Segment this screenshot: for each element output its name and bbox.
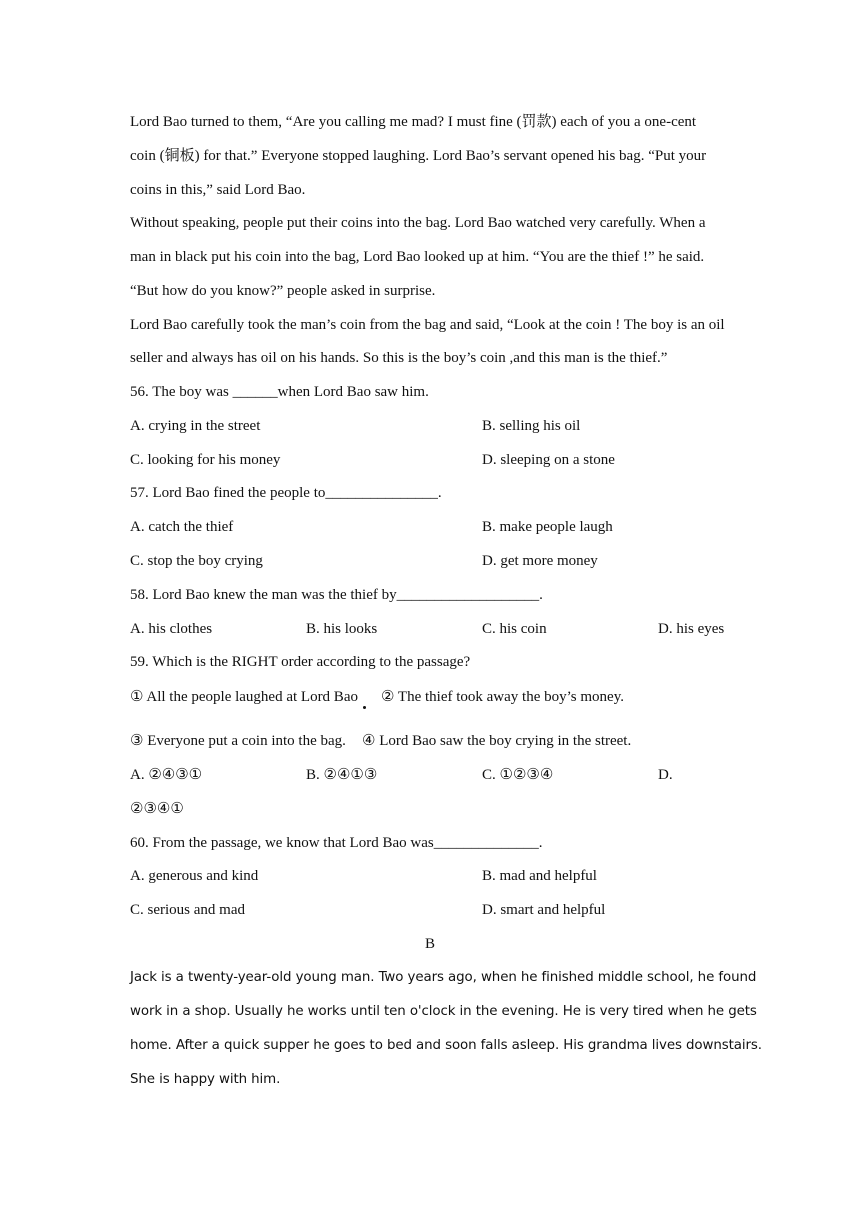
question-58-stem: 58. Lord Bao knew the man was the thief by___________________. [130,587,543,603]
question-56-option-d: D. sleeping on a stone [482,452,615,468]
question-60-option-a: A. generous and kind [130,868,259,884]
question-57-option-a: A. catch the thief [130,519,234,535]
passage-line: Lord Bao carefully took the man’s coin from the bag and said, “Look at the coin ! The boy is an oil [130,317,725,333]
passage-b-line: Jack is a twenty-year-old young man. Two years ago, when he finished middle school, he found [130,970,757,985]
passage-line: Lord Bao turned to them, “Are you calling me mad? I must fine (罚款) each of you a one-cent [130,114,697,130]
question-60-stem: 60. From the passage, we know that Lord Bao was______________. [130,835,543,851]
question-56-option-a: A. crying in the street [130,418,261,434]
passage-line: “But how do you know?” people asked in surprise. [130,283,436,299]
question-56-stem: 56. The boy was ______when Lord Bao saw him. [130,384,429,400]
question-59-item-3: ③ Everyone put a coin into the bag. [130,733,346,749]
passage-b-line: She is happy with him. [130,1072,281,1087]
question-58-option-b: B. his looks [306,621,378,637]
question-57-stem: 57. Lord Bao fined the people to_______________. [130,485,442,501]
question-56-option-b: B. selling his oil [482,418,581,434]
passage-line: coins in this,” said Lord Bao. [130,182,306,198]
passage-b-line: home. After a quick supper he goes to bed and soon falls asleep. His grandma lives downstairs. [130,1038,762,1053]
stray-dot [363,706,366,709]
passage-line: Without speaking, people put their coins into the bag. Lord Bao watched very carefully. When a [130,215,706,231]
question-57-option-d: D. get more money [482,553,598,569]
question-58-option-c: C. his coin [482,621,547,637]
question-59-option-b: B. ②④①③ [306,767,378,783]
passage-b-line: work in a shop. Usually he works until ten o'clock in the evening. He is very tired when he gets [130,1004,757,1019]
question-57-option-b: B. make people laugh [482,519,613,535]
question-59-option-a: A. ②④③① [130,767,203,783]
question-57-option-c: C. stop the boy crying [130,553,263,569]
question-60-option-c: C. serious and mad [130,902,245,918]
question-59-item-4: ④ Lord Bao saw the boy crying in the street. [362,733,632,749]
passage-line: seller and always has oil on his hands. So this is the boy’s coin ,and this man is the thief.” [130,350,668,366]
question-59-option-d-label: D. [658,767,673,783]
question-60-option-b: B. mad and helpful [482,868,597,884]
question-58-option-a: A. his clothes [130,621,213,637]
question-59-option-d-value: ②③④① [130,801,184,817]
question-60-option-d: D. smart and helpful [482,902,606,918]
question-59-item-2: ② The thief took away the boy’s money. [381,689,624,705]
passage-line: man in black put his coin into the bag, Lord Bao looked up at him. “You are the thief !” he said. [130,249,705,265]
question-59-item-1: ① All the people laughed at Lord Bao [130,689,358,705]
section-heading: B [424,936,435,952]
question-59-stem: 59. Which is the RIGHT order according to the passage? [130,654,471,670]
question-59-option-c: C. ①②③④ [482,767,554,783]
passage-line: coin (铜板) for that.” Everyone stopped laughing. Lord Bao’s servant opened his bag. “Put your [130,148,707,164]
question-58-option-d: D. his eyes [658,621,725,637]
question-56-option-c: C. looking for his money [130,452,281,468]
